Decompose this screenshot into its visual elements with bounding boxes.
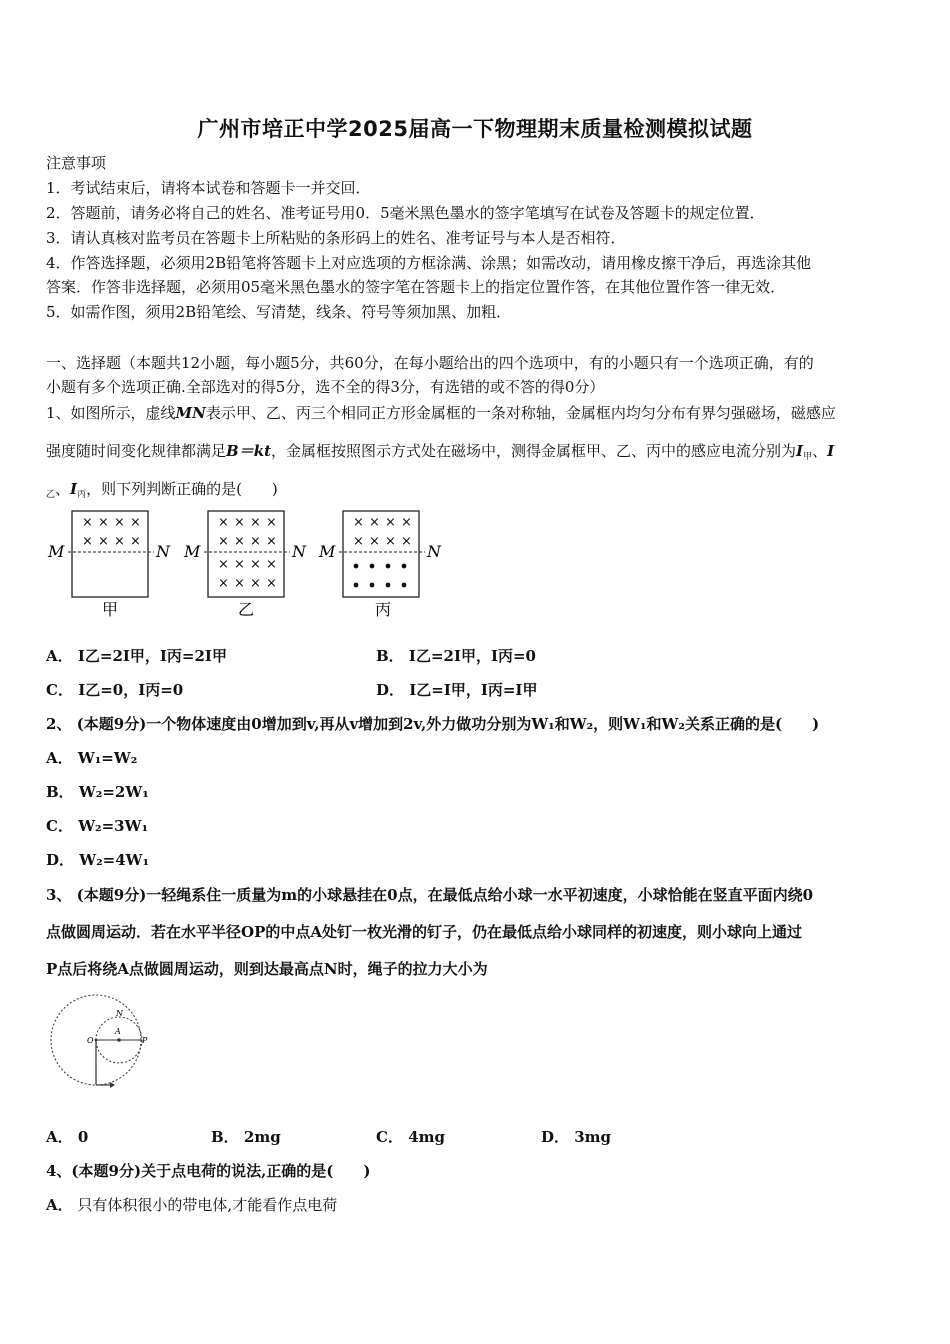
field-crosses bbox=[353, 515, 412, 549]
label-jia: 甲 bbox=[102, 600, 119, 619]
q2-option-c[interactable]: C． W₂=3W₁ bbox=[46, 817, 149, 835]
q2-text: 2、 (本题9分)一个物体速度由0增加到v,再从v增加到2v,外力做功分别为W₁和W₂，则W₁和W₂关系正确的是( ) bbox=[46, 715, 820, 733]
svg-text:×: × bbox=[114, 534, 125, 549]
field-crosses bbox=[218, 515, 277, 591]
svg-text:×: × bbox=[218, 576, 229, 591]
q3-option-a[interactable]: A． 0 bbox=[46, 1128, 89, 1146]
frame-jia bbox=[47, 511, 171, 619]
label-m: M bbox=[184, 542, 201, 561]
label-yi: 乙 bbox=[238, 600, 255, 619]
label-n: N bbox=[292, 542, 306, 561]
q2-option-a[interactable]: A． W₁=W₂ bbox=[46, 749, 138, 767]
notice-item: 4．作答选择题，必须用2B铅笔将答题卡上对应选项的方框涂满、涂黑；如需改动，请用橡皮擦干净后，再选涂其他 bbox=[46, 254, 812, 272]
q1-line3: $_乙$、$I_丙$，则下列判断正确的是( ) bbox=[46, 480, 278, 500]
label-p: P bbox=[142, 1036, 148, 1045]
svg-text:×: × bbox=[369, 515, 380, 530]
notice-heading: 注意事项 bbox=[46, 154, 107, 172]
page-title: 广州市培正中学2025届高一下物理期末质量检测模拟试题 bbox=[197, 117, 753, 141]
q3-line2: 点做圆周运动．若在水平半径OP的中点A处钉一枚光滑的钉子，仍在最低点给小球同样的初速度，则小球向上通过 bbox=[46, 923, 802, 941]
svg-text:×: × bbox=[218, 557, 229, 572]
svg-text:×: × bbox=[130, 534, 141, 549]
label-a: A bbox=[115, 1027, 121, 1036]
field-dots bbox=[354, 564, 407, 588]
q3-option-b[interactable]: B． 2mg bbox=[211, 1128, 281, 1146]
label-m: M bbox=[319, 542, 336, 561]
svg-text:×: × bbox=[266, 534, 277, 549]
svg-text:×: × bbox=[82, 515, 93, 530]
notice-item: 2．答题前，请务必将自己的姓名、准考证号用0．5毫米黑色墨水的签字笔填写在试卷及答题卡的规定位置． bbox=[46, 204, 765, 222]
svg-text:×: × bbox=[353, 515, 364, 530]
svg-text:×: × bbox=[218, 515, 229, 530]
section-heading-line1: 一、选择题（本题共12小题，每小题5分，共60分，在每小题给出的四个选项中，有的小题只有一个选项正确，有的 bbox=[46, 354, 814, 372]
svg-text:×: × bbox=[385, 515, 396, 530]
frame-bing bbox=[318, 511, 442, 619]
q3-option-d[interactable]: D． 3mg bbox=[541, 1128, 612, 1146]
svg-text:×: × bbox=[353, 534, 364, 549]
label-m: M bbox=[48, 542, 65, 561]
q3-line1: 3、 (本题9分)一轻绳系住一质量为m的小球悬挂在0点，在最低点给小球一水平初速度，小球恰能在竖直平面内绕0 bbox=[46, 886, 814, 904]
q3-line3: P点后将绕A点做圆周运动，则到达最高点N时，绳子的拉力大小为 bbox=[46, 960, 488, 978]
q2-option-d[interactable]: D． W₂=4W₁ bbox=[46, 851, 150, 869]
q1-line2: 强度随时间变化规律都满足B＝kt，金属框按照图示方式处在磁场中，测得金属框甲、乙、丙中的感应电流分别为$I_甲$、I bbox=[46, 442, 835, 462]
label-o: O bbox=[87, 1036, 94, 1045]
svg-text:×: × bbox=[250, 557, 261, 572]
svg-text:×: × bbox=[401, 534, 412, 549]
q1-option-d[interactable]: D． I乙=I甲，I丙=I甲 bbox=[376, 681, 538, 699]
notice-item: 5．如需作图，须用2B铅笔绘、写清楚，线条、符号等须加黑、加粗． bbox=[46, 303, 512, 321]
svg-text:×: × bbox=[250, 534, 261, 549]
svg-text:×: × bbox=[266, 557, 277, 572]
svg-text:×: × bbox=[250, 576, 261, 591]
q3-figure bbox=[44, 990, 164, 1092]
svg-text:×: × bbox=[234, 557, 245, 572]
svg-text:×: × bbox=[369, 534, 380, 549]
svg-text:×: × bbox=[234, 576, 245, 591]
q1-option-b[interactable]: B． I乙=2I甲，I丙=0 bbox=[376, 647, 536, 665]
svg-text:×: × bbox=[114, 515, 125, 530]
svg-text:×: × bbox=[401, 515, 412, 530]
frame-yi bbox=[183, 511, 307, 619]
label-n: N bbox=[427, 542, 441, 561]
svg-text:×: × bbox=[98, 515, 109, 530]
svg-text:×: × bbox=[82, 534, 93, 549]
svg-text:×: × bbox=[266, 576, 277, 591]
q1-line1: 1、如图所示，虚线MN表示甲、乙、丙三个相同正方形金属框的一条对称轴，金属框内均匀分布有界匀强磁场，磁感应 bbox=[46, 404, 836, 422]
svg-text:×: × bbox=[385, 534, 396, 549]
label-n: N bbox=[156, 542, 170, 561]
svg-text:×: × bbox=[250, 515, 261, 530]
q2-option-b[interactable]: B． W₂=2W₁ bbox=[46, 783, 149, 801]
label-n: N bbox=[116, 1009, 123, 1018]
q4-text: 4、(本题9分)关于点电荷的说法,正确的是( ) bbox=[46, 1162, 371, 1180]
section-heading-line2: 小题有多个选项正确.全部选对的得5分，选不全的得3分，有选错的或不答的得0分） bbox=[46, 378, 605, 396]
svg-text:×: × bbox=[218, 534, 229, 549]
q1-figure bbox=[40, 505, 460, 625]
q1-option-c[interactable]: C． I乙=0，I丙=0 bbox=[46, 681, 184, 699]
q1-option-a[interactable]: A． I乙=2I甲，I丙=2I甲 bbox=[46, 647, 227, 665]
svg-text:×: × bbox=[234, 534, 245, 549]
svg-text:×: × bbox=[266, 515, 277, 530]
notice-item: 3．请认真核对监考员在答题卡上所粘贴的条形码上的姓名、准考证号与本人是否相符． bbox=[46, 229, 626, 247]
label-bing: 丙 bbox=[375, 600, 392, 619]
svg-text:×: × bbox=[234, 515, 245, 530]
field-crosses bbox=[82, 515, 141, 549]
svg-text:×: × bbox=[98, 534, 109, 549]
svg-text:×: × bbox=[130, 515, 141, 530]
q4-option-a[interactable]: A． 只有体积很小的带电体,才能看作点电荷 bbox=[46, 1196, 338, 1214]
notice-item: 答案．作答非选择题，必须用05毫米黑色墨水的签字笔在答题卡上的指定位置作答，在其他位置作答一律无效． bbox=[46, 278, 786, 296]
q3-option-c[interactable]: C． 4mg bbox=[376, 1128, 445, 1146]
notice-item: 1．考试结束后，请将本试卷和答题卡一并交回． bbox=[46, 179, 371, 197]
